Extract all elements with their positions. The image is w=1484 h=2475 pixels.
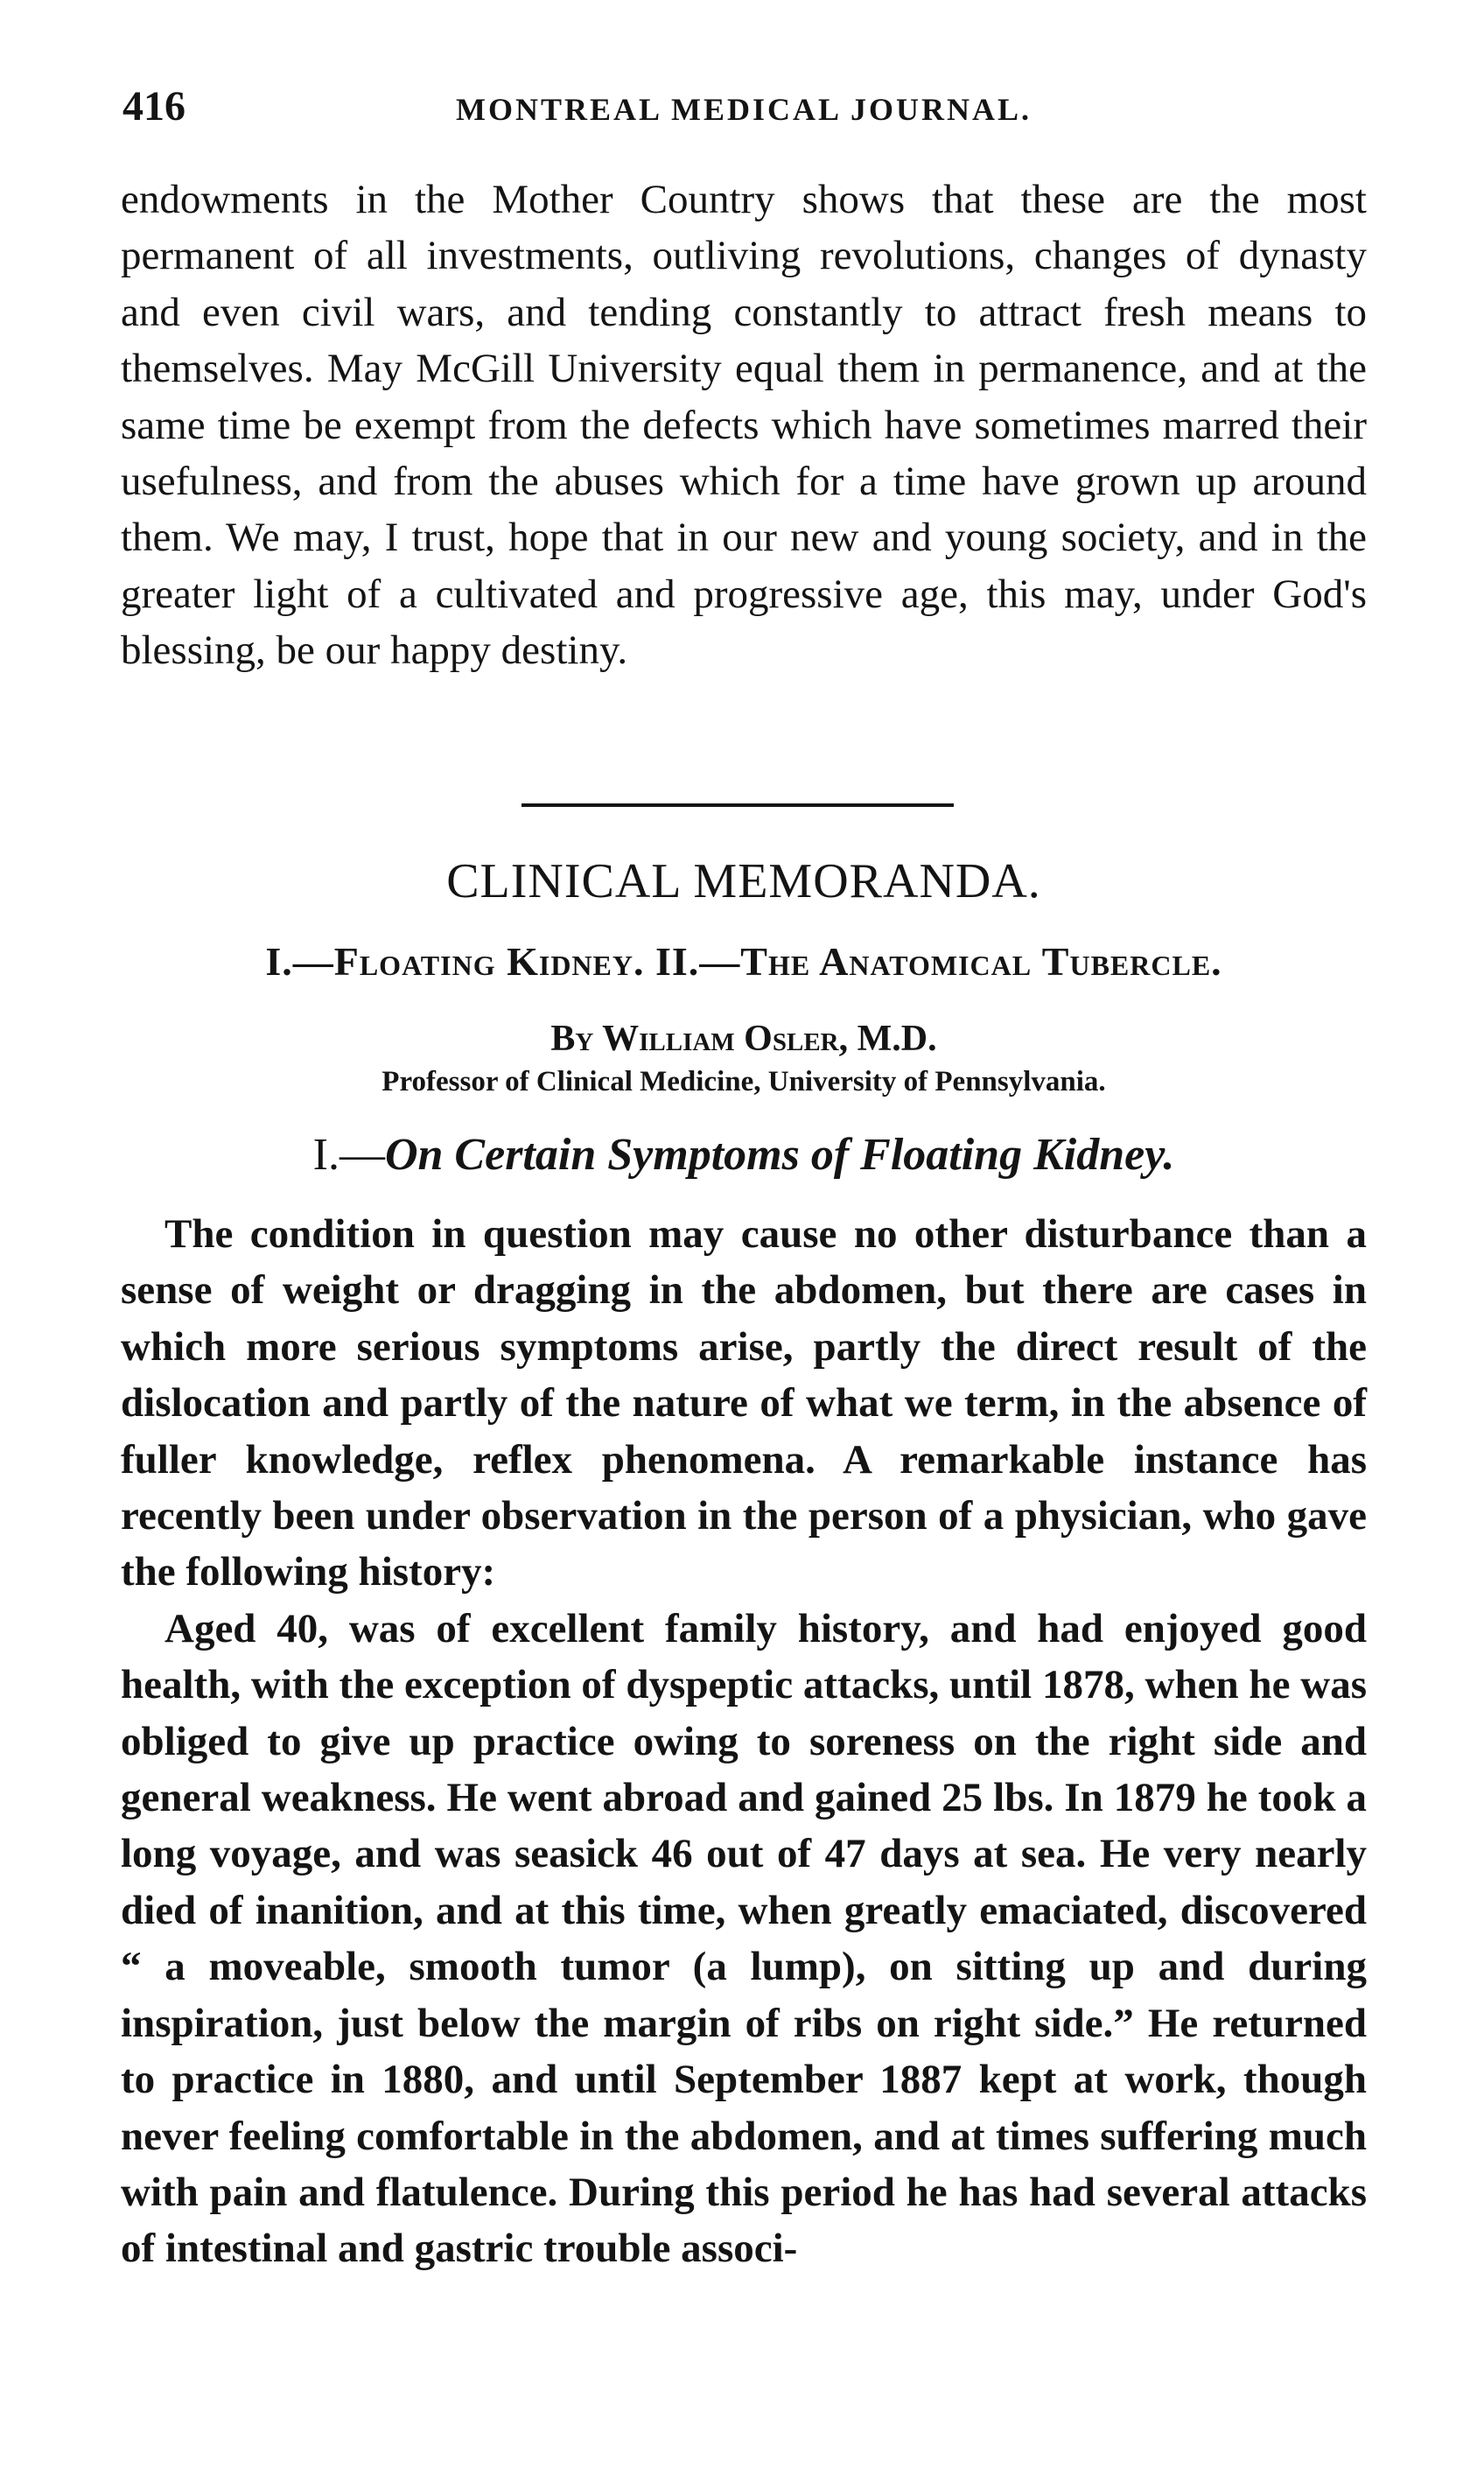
subheading-title: On Certain Symptoms of Floating Kidney. — [384, 1130, 1175, 1180]
opening-paragraph: endowments in the Mother Country shows that these are the most permanent of all investments, outliving revolutions, changes of dynasty and even civil wars, and tending constantly to attract fresh means to themselves. May McGill University equal them in permanence, and at the same time be exempt from the defects which have sometimes marred their usefulness, and from the abuses which for a time have grown up around them. We may, I trust, hope that in our new and young society, and in the greater light of a cultivated and progressive age, this may, under God's blessing, be our happy destiny. — [121, 177, 1367, 674]
journal-title: MONTREAL MEDICAL JOURNAL. — [455, 92, 1032, 127]
running-head — [122, 82, 1365, 144]
opening-text-block — [121, 172, 1367, 679]
section-divider — [522, 803, 954, 807]
article-subheading — [122, 1129, 1365, 1181]
body-paragraph: The condition in question may cause no other disturbance than a sense of weight or dragging in the abdomen, but there are cases in which more serious symptoms arise, partly the direct result of the dislocation and partly of the nature of what we term, in the absence of fuller knowledge, reflex phenomena. A remarkable instance has recently been under observation in the person of a physician, who gave the following history: — [121, 1211, 1367, 1595]
author-affiliation: Professor of Clinical Medicine, University of Pennsylvania. — [382, 1066, 1106, 1097]
article-titles: I.—Floating Kidney. II.—The Anatomical Tubercle. — [265, 939, 1222, 984]
article-body — [121, 1206, 1367, 2277]
article-author: By William Osler, M.D. — [550, 1019, 937, 1059]
subheading-number: I.— — [312, 1130, 385, 1180]
page-number: 416 — [122, 83, 186, 130]
section-heading: CLINICAL MEMORANDA. — [446, 854, 1041, 908]
body-paragraph: Aged 40, was of excellent family history, and had enjoyed good health, with the exception of dyspeptic attacks, until 1878, when he was obliged to give up practice owing to soreness on the right side and general weakness. He went abroad and gained 25 lbs. In 1879 he took a long voyage, and was seasick 46 out of 47 days at sea. He very nearly died of inanition, and at this time, when greatly emaciated, discovered “ a moveable, smooth tumor (a lump), on sitting up and during inspiration, just below the margin of ribs on right side.” He returned to practice in 1880, and until September 1887 kept at work, though never feeling comfortable in the abdomen, and at times suffering much with pain and flatulence. During this period he has had several attacks of intestinal and gastric trouble associ- — [121, 1605, 1367, 2272]
